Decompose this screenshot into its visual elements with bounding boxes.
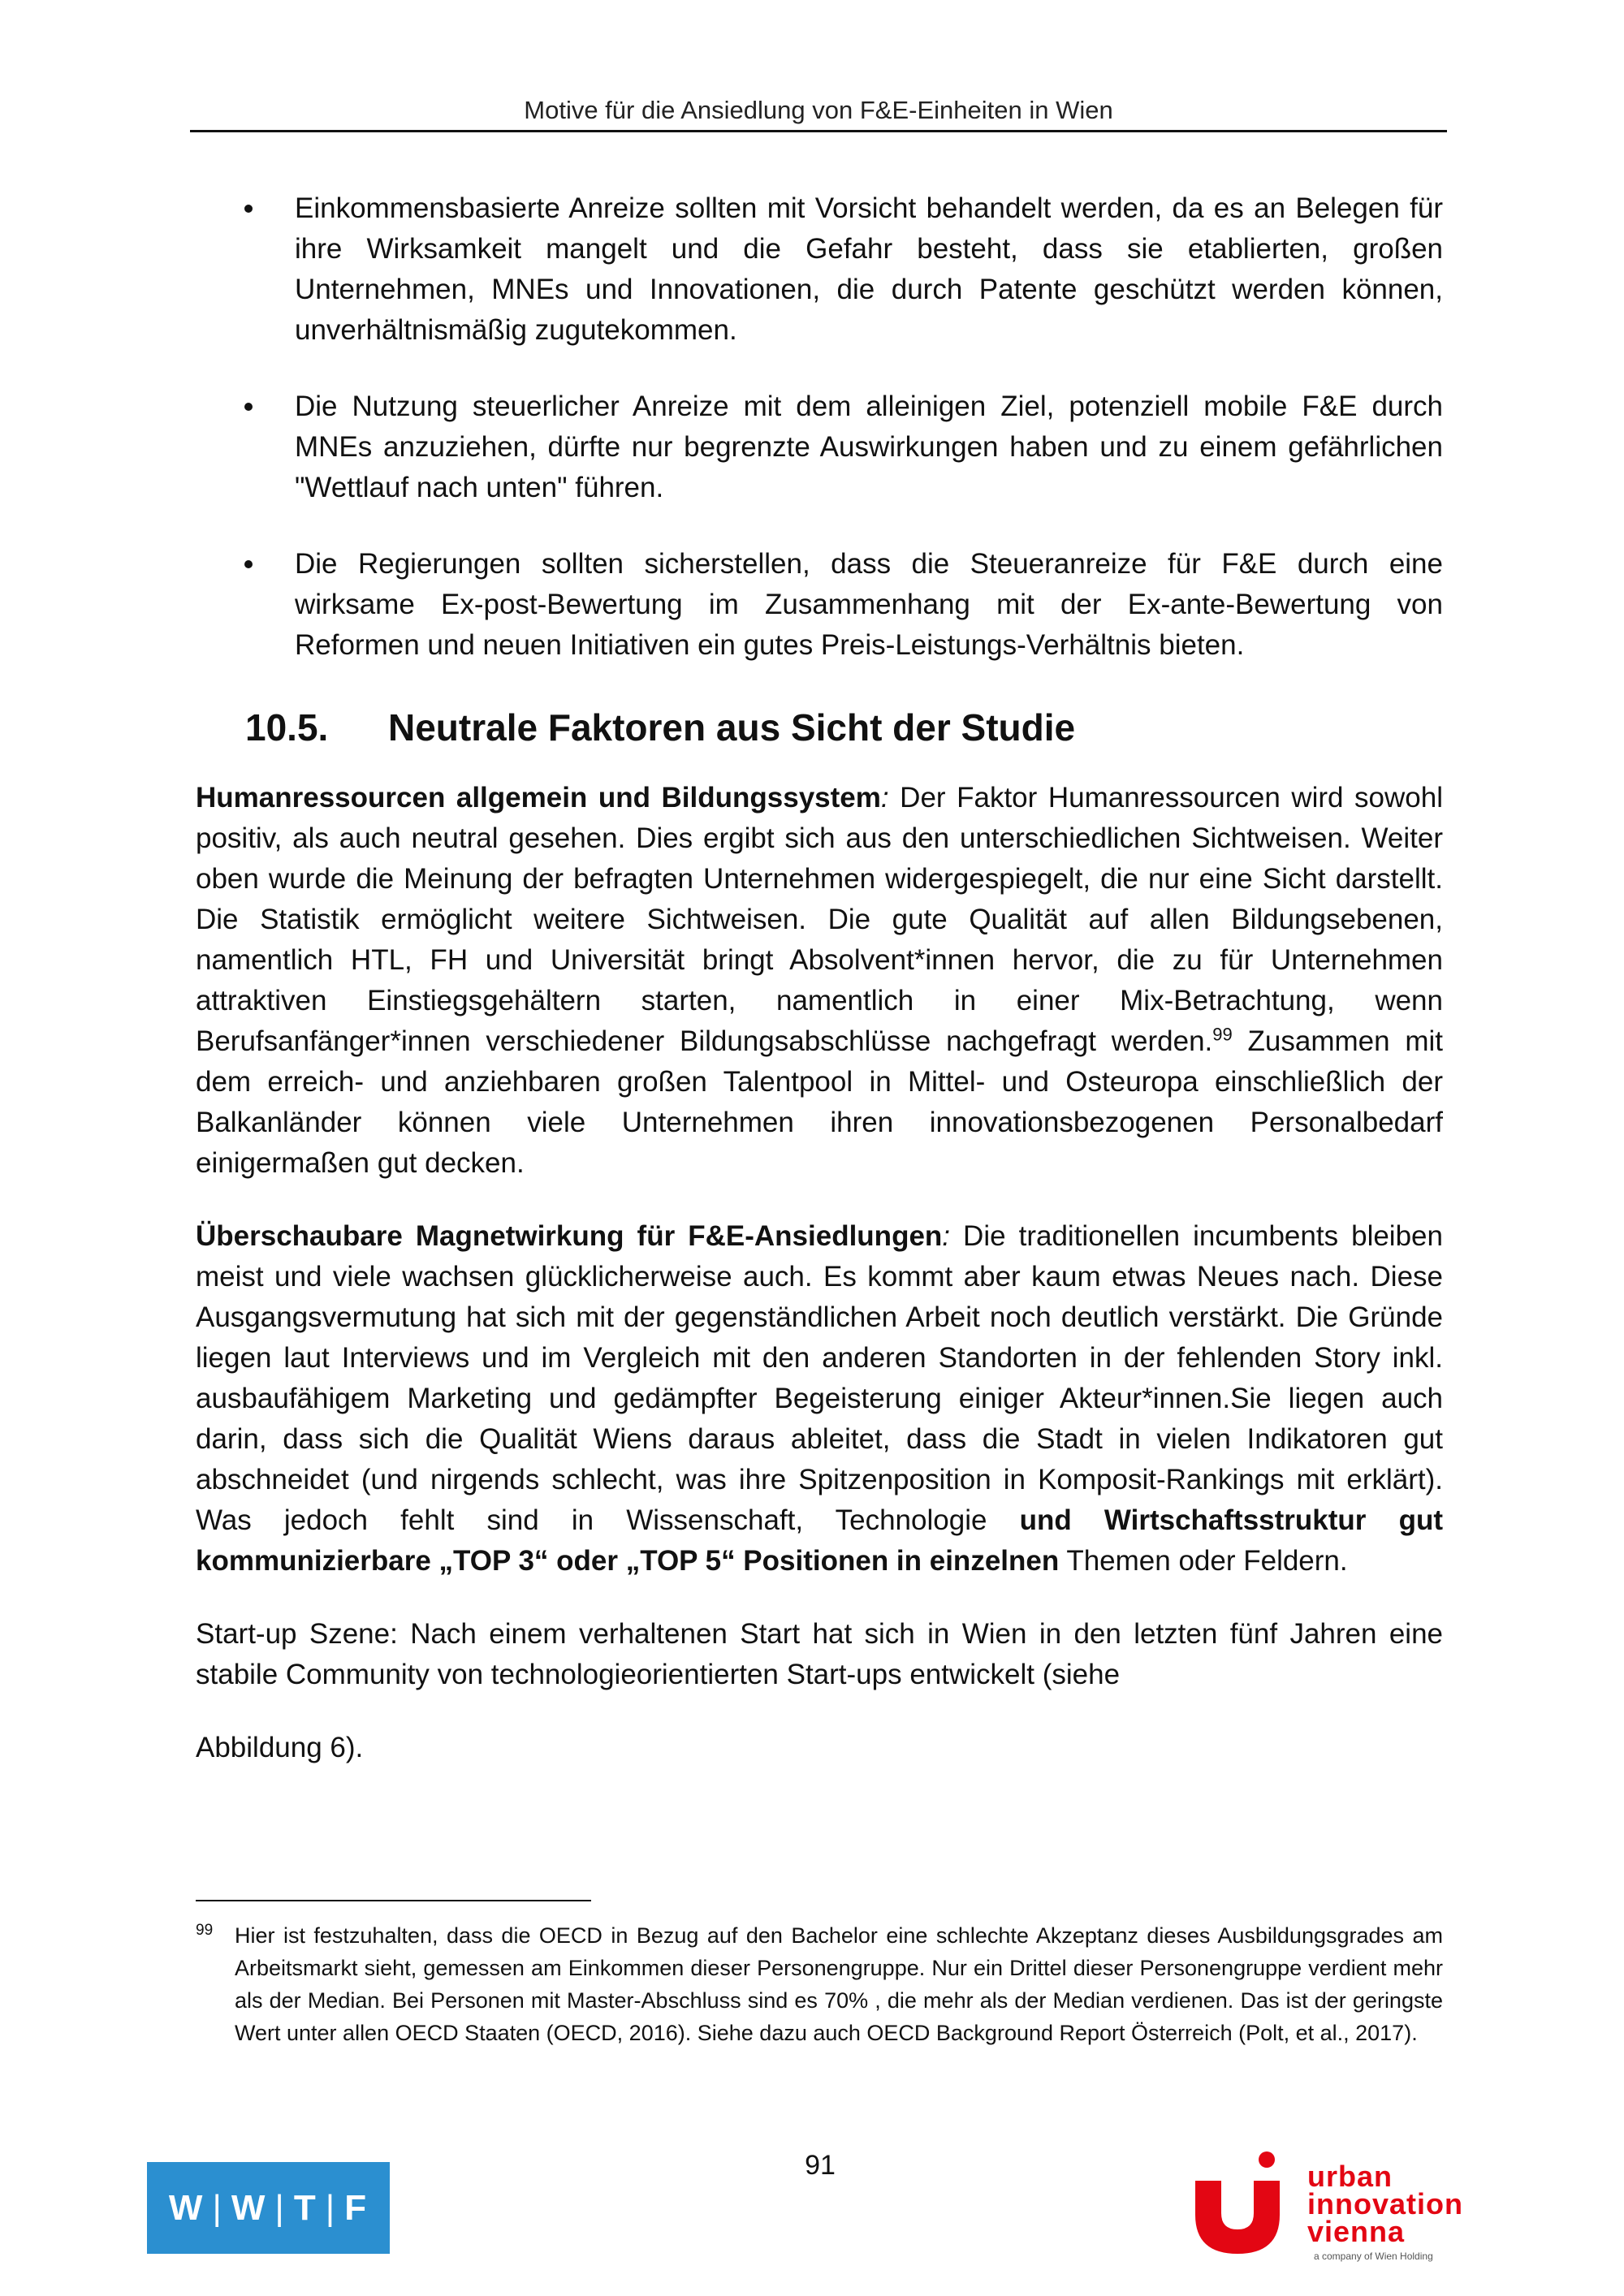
footnote-number: 99 bbox=[196, 1922, 214, 1939]
running-header: Motive für die Ansiedlung von F&E-Einheiten in Wien bbox=[524, 96, 1113, 124]
bullet-item: Die Regierungen sollten sicherstellen, dass die Steueranreize für F&E durch eine wirksame Ex-post-Bewertung im Zusammenhang mit der Ex-ante-Bewertung von Reformen und neuen Initiativen ein gutes Preis-Leistungs-Verhältnis bieten. bbox=[196, 544, 1443, 666]
section-title: Neutrale Faktoren aus Sicht der Studie bbox=[388, 706, 1076, 749]
page-number: 91 bbox=[805, 2150, 836, 2181]
section-number: 10.5. bbox=[245, 706, 329, 749]
uiv-wordmark: urban innovation vienna bbox=[1307, 2160, 1463, 2248]
paragraph-humanressourcen: Humanressourcen allgemein und Bildungssystem: Der Faktor Humanressourcen wird sowohl positiv, als auch neutral gesehen. Dies ergibt sich aus den unterschiedlichen Sichtweisen. Weiter oben wurde die Meinung der befragten Unternehmen widergespiegelt, die nur eine Sicht darstellt. Die Statistik ermöglicht weitere Sichtweisen. Die gute Qualität auf allen Bildungsebenen, namentlich HTL, FH und Universität bringt Absolvent*innen hervor, die zu für Unternehmen attraktiven Einstiegsgehältern starten, namentlich in einer Mix-Betrachtung, wenn Berufsanfänger*innen verschiedener Bildungsabschlüsse nachgefragt werden.$^{99}$ Zusammen mit dem erreich- und anziehbaren großen Talentpool in Mittel- und Osteuropa einschließlich der Balkanländer können viele Unternehmen ihren innovationsbezogenen Personalbedarf einigermaßen gut decken. bbox=[196, 782, 1444, 1179]
main-content bbox=[196, 188, 1443, 1801]
bullet-item: Einkommensbasierte Anreize sollten mit Vorsicht behandelt werden, da es an Belegen für ihre Wirksamkeit mangelt und die Gefahr besteht, dass sie etablierten, großen Unternehmen, MNEs und Innovationen, die durch Patente geschützt werden können, unverhältnismäßig zugutekommen. bbox=[196, 188, 1443, 351]
paragraph-startup: Start-up Szene: Nach einem verhaltenen Start hat sich in Wien in den letzten fünf Jahren eine stabile Community von technologieorientierten Start-ups entwickelt (siehe bbox=[196, 1618, 1443, 1690]
uiv-mark-icon bbox=[1187, 2148, 1301, 2262]
wwtf-logo: W | W | T | F bbox=[147, 2162, 390, 2254]
bullet-list bbox=[196, 188, 1443, 666]
bullet-icon bbox=[244, 560, 253, 568]
paragraph-figure-ref: Abbildung 6). bbox=[196, 1732, 364, 1763]
bullet-icon bbox=[244, 403, 253, 411]
footnote bbox=[196, 1919, 1443, 2049]
footnote-text: Hier ist festzuhalten, dass die OECD in Bezug auf den Bachelor eine schlechte Akzeptanz dieses Ausbildungsgrades am Arbeitsmarkt sieht, gemessen am Einkommen dieser Personengruppe. Nur ein Drittel dieser Personengruppe verdient mehr als der Median. Bei Personen mit Master-Abschluss sind es 70% , die mehr als der Median verdienen. Das ist der geringste Wert unter allen OECD Staaten (OECD, 2016). Siehe dazu auch OECD Background Report Österreich (Polt, et al., 2017). bbox=[235, 1923, 1443, 2045]
footnote-ref[interactable]: 99 bbox=[1212, 1024, 1233, 1045]
urban-innovation-vienna-logo bbox=[1187, 2148, 1479, 2270]
uiv-subline: a company of Wien Holding bbox=[1314, 2251, 1433, 2262]
section-heading bbox=[196, 701, 1443, 753]
footnote-rule bbox=[196, 1900, 591, 1901]
paragraph-magnetwirkung: Überschaubare Magnetwirkung für F&E-Ansiedlungen: Die traditionellen incumbents bleiben meist und viele wachsen glücklicherweise auch. Es kommt aber kaum etwas Neues nach. Diese Ausgangsvermutung hat sich mit der gegenständlichen Arbeit noch deutlich verstärkt. Die Gründe liegen laut Interviews und im Vergleich mit den anderen Standorten in der fehlenden Story inkl. ausbaufähigem Marketing und gedämpfter Begeisterung einiger Akteur*innen.Sie liegen auch darin, dass sich die Qualität Wiens daraus ableitet, dass die Stadt in vielen Indikatoren gut abschneidet (und nirgends schlecht, was ihre Spitzenposition in Komposit-Rankings mit erklärt). Was jedoch fehlt sind in Wissenschaft, Technologie und Wirtschaftsstruktur gut kommunizierbare „TOP 3“ oder „TOP 5“ Positionen in einzelnen Themen oder Feldern. bbox=[196, 1220, 1443, 1577]
bullet-item: Die Nutzung steuerlicher Anreize mit dem alleinigen Ziel, potenziell mobile F&E durch MNEs anzuziehen, dürfte nur begrenzte Auswirkungen haben und zu einem gefährlichen "Wettlauf nach unten" führen. bbox=[196, 386, 1443, 508]
header-rule bbox=[190, 130, 1447, 132]
bullet-icon bbox=[244, 205, 253, 213]
